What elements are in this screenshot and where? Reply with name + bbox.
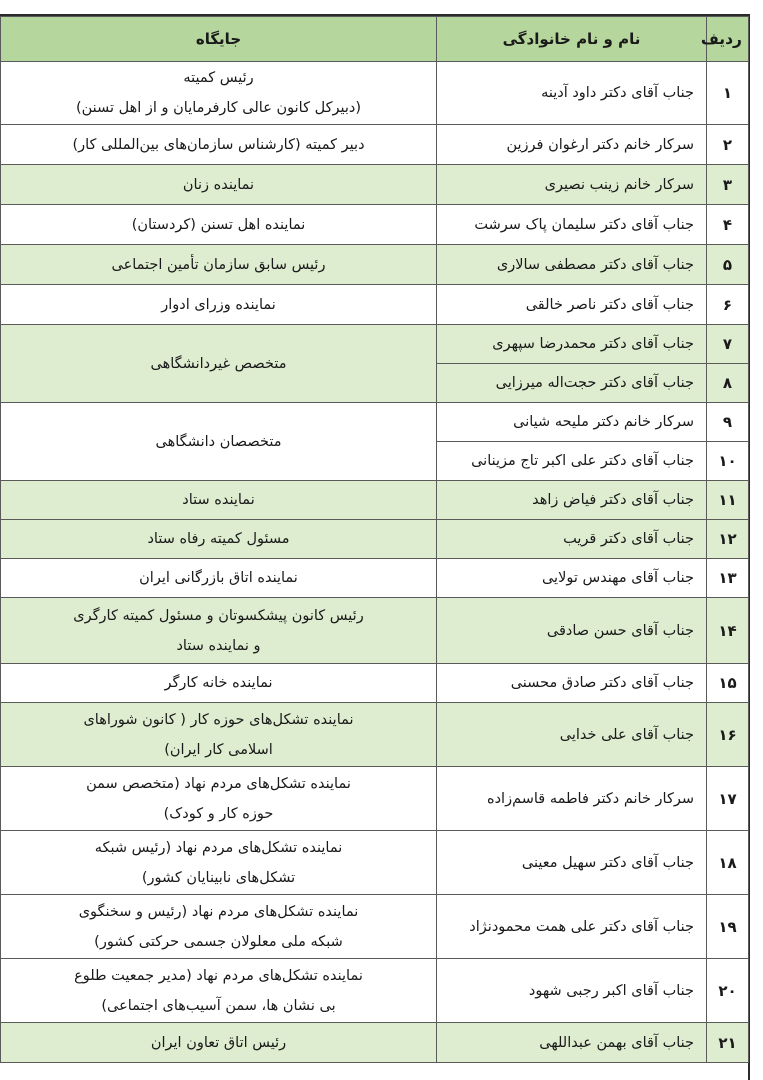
row-name: جناب آقای دکتر علی اکبر تاج مزینانی: [437, 442, 707, 481]
row-num: ۲۰: [707, 959, 749, 1023]
position-line: رئیس کانون پیشکسوتان و مسئول کمیته کارگری: [73, 607, 364, 624]
row-num: ۱۳: [707, 559, 749, 598]
header-name: نام و نام خانوادگی: [437, 17, 707, 62]
row-position: متخصص غیردانشگاهی: [1, 325, 437, 403]
row-name: جناب آقای دکتر علی همت محمودنژاد: [437, 895, 707, 959]
table-row: [1, 703, 749, 767]
row-num: ۵: [707, 245, 749, 285]
row-name: جناب آقای دکتر سلیمان پاک سرشت: [437, 205, 707, 245]
row-name: جناب آقای دکتر فیاض زاهد: [437, 481, 707, 520]
row-name: جناب آقای دکتر محمدرضا سپهری: [437, 325, 707, 364]
table-row: [1, 767, 749, 831]
row-position: نماینده خانه کارگر: [1, 664, 437, 703]
position-line: بی نشان ها، سمن آسیب‌های اجتماعی): [101, 997, 336, 1014]
row-position: [1, 62, 437, 125]
table-row: [1, 481, 749, 520]
row-num: ۱۹: [707, 895, 749, 959]
row-position: [1, 767, 437, 831]
row-num: ۱۷: [707, 767, 749, 831]
row-num: ۴: [707, 205, 749, 245]
row-position: [1, 895, 437, 959]
row-position: [1, 959, 437, 1023]
row-position: [1, 598, 437, 664]
row-num: ۲۱: [707, 1023, 749, 1063]
table-row: [1, 245, 749, 285]
table-row: [1, 598, 749, 664]
row-num: ۱۶: [707, 703, 749, 767]
table-row: [1, 125, 749, 165]
row-name: جناب آقای دکتر داود آدینه: [437, 62, 707, 125]
row-name: جناب آقای حسن صادقی: [437, 598, 707, 664]
row-name: جناب آقای دکتر حجت‌اله میرزایی: [437, 364, 707, 403]
row-name: جناب آقای دکتر قریب: [437, 520, 707, 559]
table-row: [1, 285, 749, 325]
row-position: نماینده اهل تسنن (کردستان): [1, 205, 437, 245]
row-position: نماینده اتاق بازرگانی ایران: [1, 559, 437, 598]
table-row: [1, 895, 749, 959]
position-line: و نماینده ستاد: [176, 637, 261, 654]
table-row: [1, 1023, 749, 1063]
row-position: [1, 703, 437, 767]
header-num: ردیف: [707, 17, 749, 62]
position-line: تشکل‌های نابینایان کشور): [141, 869, 296, 886]
row-name: جناب آقای دکتر سهیل معینی: [437, 831, 707, 895]
table-row: [1, 205, 749, 245]
position-line: (دبیرکل کانون عالی کارفرمایان و از اهل تسنن): [75, 100, 361, 116]
position-line: نماینده تشکل‌های مردم نهاد (متخصص سمن: [86, 775, 351, 792]
position-line: نماینده تشکل‌های مردم نهاد (رئیس و سخنگوی: [78, 903, 359, 920]
row-position: نماینده وزرای ادوار: [1, 285, 437, 325]
row-position: متخصصان دانشگاهی: [1, 403, 437, 481]
row-position: مسئول کمیته رفاه ستاد: [1, 520, 437, 559]
header-position: جایگاه: [1, 17, 437, 62]
table-row: [1, 959, 749, 1023]
position-line: نماینده تشکل‌های مردم نهاد (مدیر جمعیت طلوع: [74, 967, 363, 984]
row-num: ۷: [707, 325, 749, 364]
position-line: اسلامی کار ایران): [164, 741, 273, 758]
row-num: ۸: [707, 364, 749, 403]
position-line: رئیس کمیته: [183, 70, 254, 86]
row-name: سرکار خانم دکتر فاطمه قاسم‌زاده: [437, 767, 707, 831]
row-num: ۱۱: [707, 481, 749, 520]
position-line: شبکه ملی معلولان جسمی حرکتی کشور): [94, 933, 343, 950]
table-row: [1, 403, 749, 442]
table-header-row: [1, 17, 749, 62]
row-position: نماینده زنان: [1, 165, 437, 205]
row-num: ۶: [707, 285, 749, 325]
row-position: [1, 831, 437, 895]
row-name: جناب آقای اکبر رجبی شهود: [437, 959, 707, 1023]
position-line: نماینده تشکل‌های حوزه کار ( کانون شوراهای: [83, 711, 354, 728]
table-row: [1, 520, 749, 559]
table-row: [1, 165, 749, 205]
row-name: سرکار خانم دکتر ملیحه شیانی: [437, 403, 707, 442]
table-row: [1, 325, 749, 364]
row-name: جناب آقای دکتر ناصر خالقی: [437, 285, 707, 325]
row-name: سرکار خانم زینب نصیری: [437, 165, 707, 205]
row-name: جناب آقای علی خدایی: [437, 703, 707, 767]
table-row: [1, 559, 749, 598]
members-table: [0, 16, 749, 1063]
row-position: نماینده ستاد: [1, 481, 437, 520]
row-position: رئیس اتاق تعاون ایران: [1, 1023, 437, 1063]
row-num: ۲: [707, 125, 749, 165]
row-num: ۳: [707, 165, 749, 205]
table-row: [1, 831, 749, 895]
row-position: دبیر کمیته (کارشناس سازمان‌های بین‌المللی کار): [1, 125, 437, 165]
row-num: ۱: [707, 62, 749, 125]
row-num: ۱۲: [707, 520, 749, 559]
position-line: نماینده تشکل‌های مردم نهاد (رئیس شبکه: [94, 839, 343, 856]
row-name: جناب آقای دکتر مصطفی سالاری: [437, 245, 707, 285]
row-num: ۱۰: [707, 442, 749, 481]
row-name: سرکار خانم دکتر ارغوان فرزین: [437, 125, 707, 165]
table-row: [1, 62, 749, 125]
position-line: حوزه کار و کودک): [163, 805, 274, 822]
table-row: [1, 664, 749, 703]
row-num: ۱۴: [707, 598, 749, 664]
row-num: ۱۵: [707, 664, 749, 703]
row-name: جناب آقای دکتر صادق محسنی: [437, 664, 707, 703]
row-name: جناب آقای بهمن عبداللهی: [437, 1023, 707, 1063]
row-num: ۱۸: [707, 831, 749, 895]
row-num: ۹: [707, 403, 749, 442]
row-name: جناب آقای مهندس تولایی: [437, 559, 707, 598]
row-position: رئیس سابق سازمان تأمین اجتماعی: [1, 245, 437, 285]
